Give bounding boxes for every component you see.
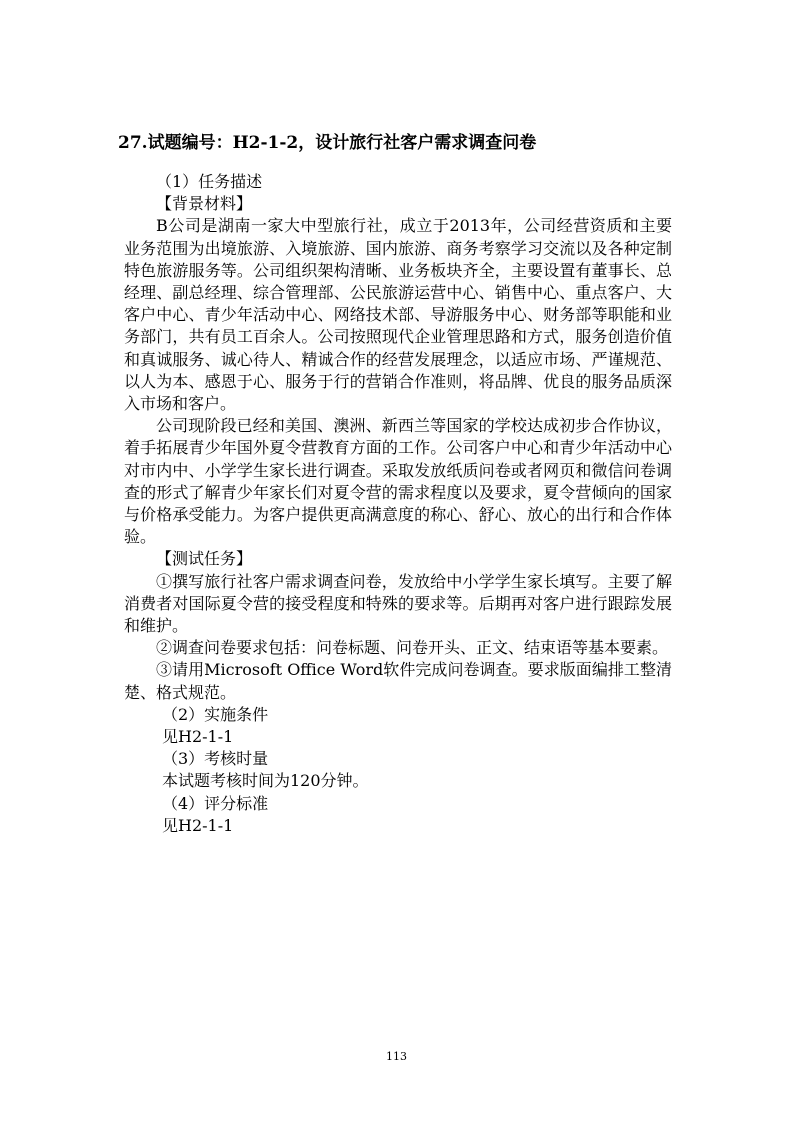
section-task-description-heading: （1）任务描述 [156,172,263,191]
page-number: 113 [386,1050,407,1063]
background-paragraph-1: B公司是湖南一家大中型旅行社，成立于2013年，公司经营资质和主要业务范围为出境旅游、入境旅游、国内旅游、商务考察学习交流以及各种定制特色旅游服务等。公司组织架构清晰、业务板块齐全，主要设置有董事长、总经理、副总经理、综合管理部、公民旅游运营中心、销售中心、重点客户、大客户中心、青少年活动中心、网络技术部、导游服务中心、财务部等职能和业务部门，共有员工百余人。公司按照现代企业管理思路和方式，服务创造价值和真诚服务、诚心待人、精诚合作的经营发展理念，以适应市场、严谨规范、以人为本、感恩于心、服务于行的营销合作准则，将品牌、优良的服务品质深入市场和客户。 [124,216,672,414]
test-task-item-2: ②调查问卷要求包括：问卷标题、问卷开头、正文、结束语等基本要素。 [156,638,669,658]
section-duration-text: 本试题考核时间为120分钟。 [162,771,369,791]
question-content [124,171,672,837]
background-paragraph-2: 公司现阶段已经和美国、澳洲、新西兰等国家的学校达成初步合作协议，着手拓展青少年国外夏令营教育方面的工作。公司客户中心和青少年活动中心对市内中、小学学生家长进行调查。采取发放纸质问卷或者网页和微信问卷调查的形式了解青少年家长们对夏令营的需求程度以及要求，夏令营倾向的国家与价格承受能力。为客户提供更高满意度的称心、舒心、放心的出行和合作体验。 [124,416,672,547]
section-conditions-text: 见H2-1-1 [162,727,234,747]
background-heading: 【背景材料】 [156,194,253,214]
section-duration-heading: （3）考核时量 [162,749,269,769]
section-conditions-heading: （2）实施条件 [162,704,269,724]
section-scoring-text: 见H2-1-1 [162,815,234,835]
test-task-heading: 【测试任务】 [156,549,253,569]
test-task-item-1: ①撰写旅行社客户需求调查问卷，发放给中小学学生家长填写。主要了解消费者对国际夏令营的接受程度和特殊的要求等。后期再对客户进行跟踪发展和维护。 [124,571,672,636]
question-title: 27.试题编号：H2-1-2，设计旅行社客户需求调查问卷 [118,133,537,153]
test-task-item-3: ③请用Microsoft Office Word软件完成问卷调查。要求版面编排工整清楚、格式规范。 [124,660,672,702]
section-scoring-heading: （4）评分标准 [162,793,269,813]
